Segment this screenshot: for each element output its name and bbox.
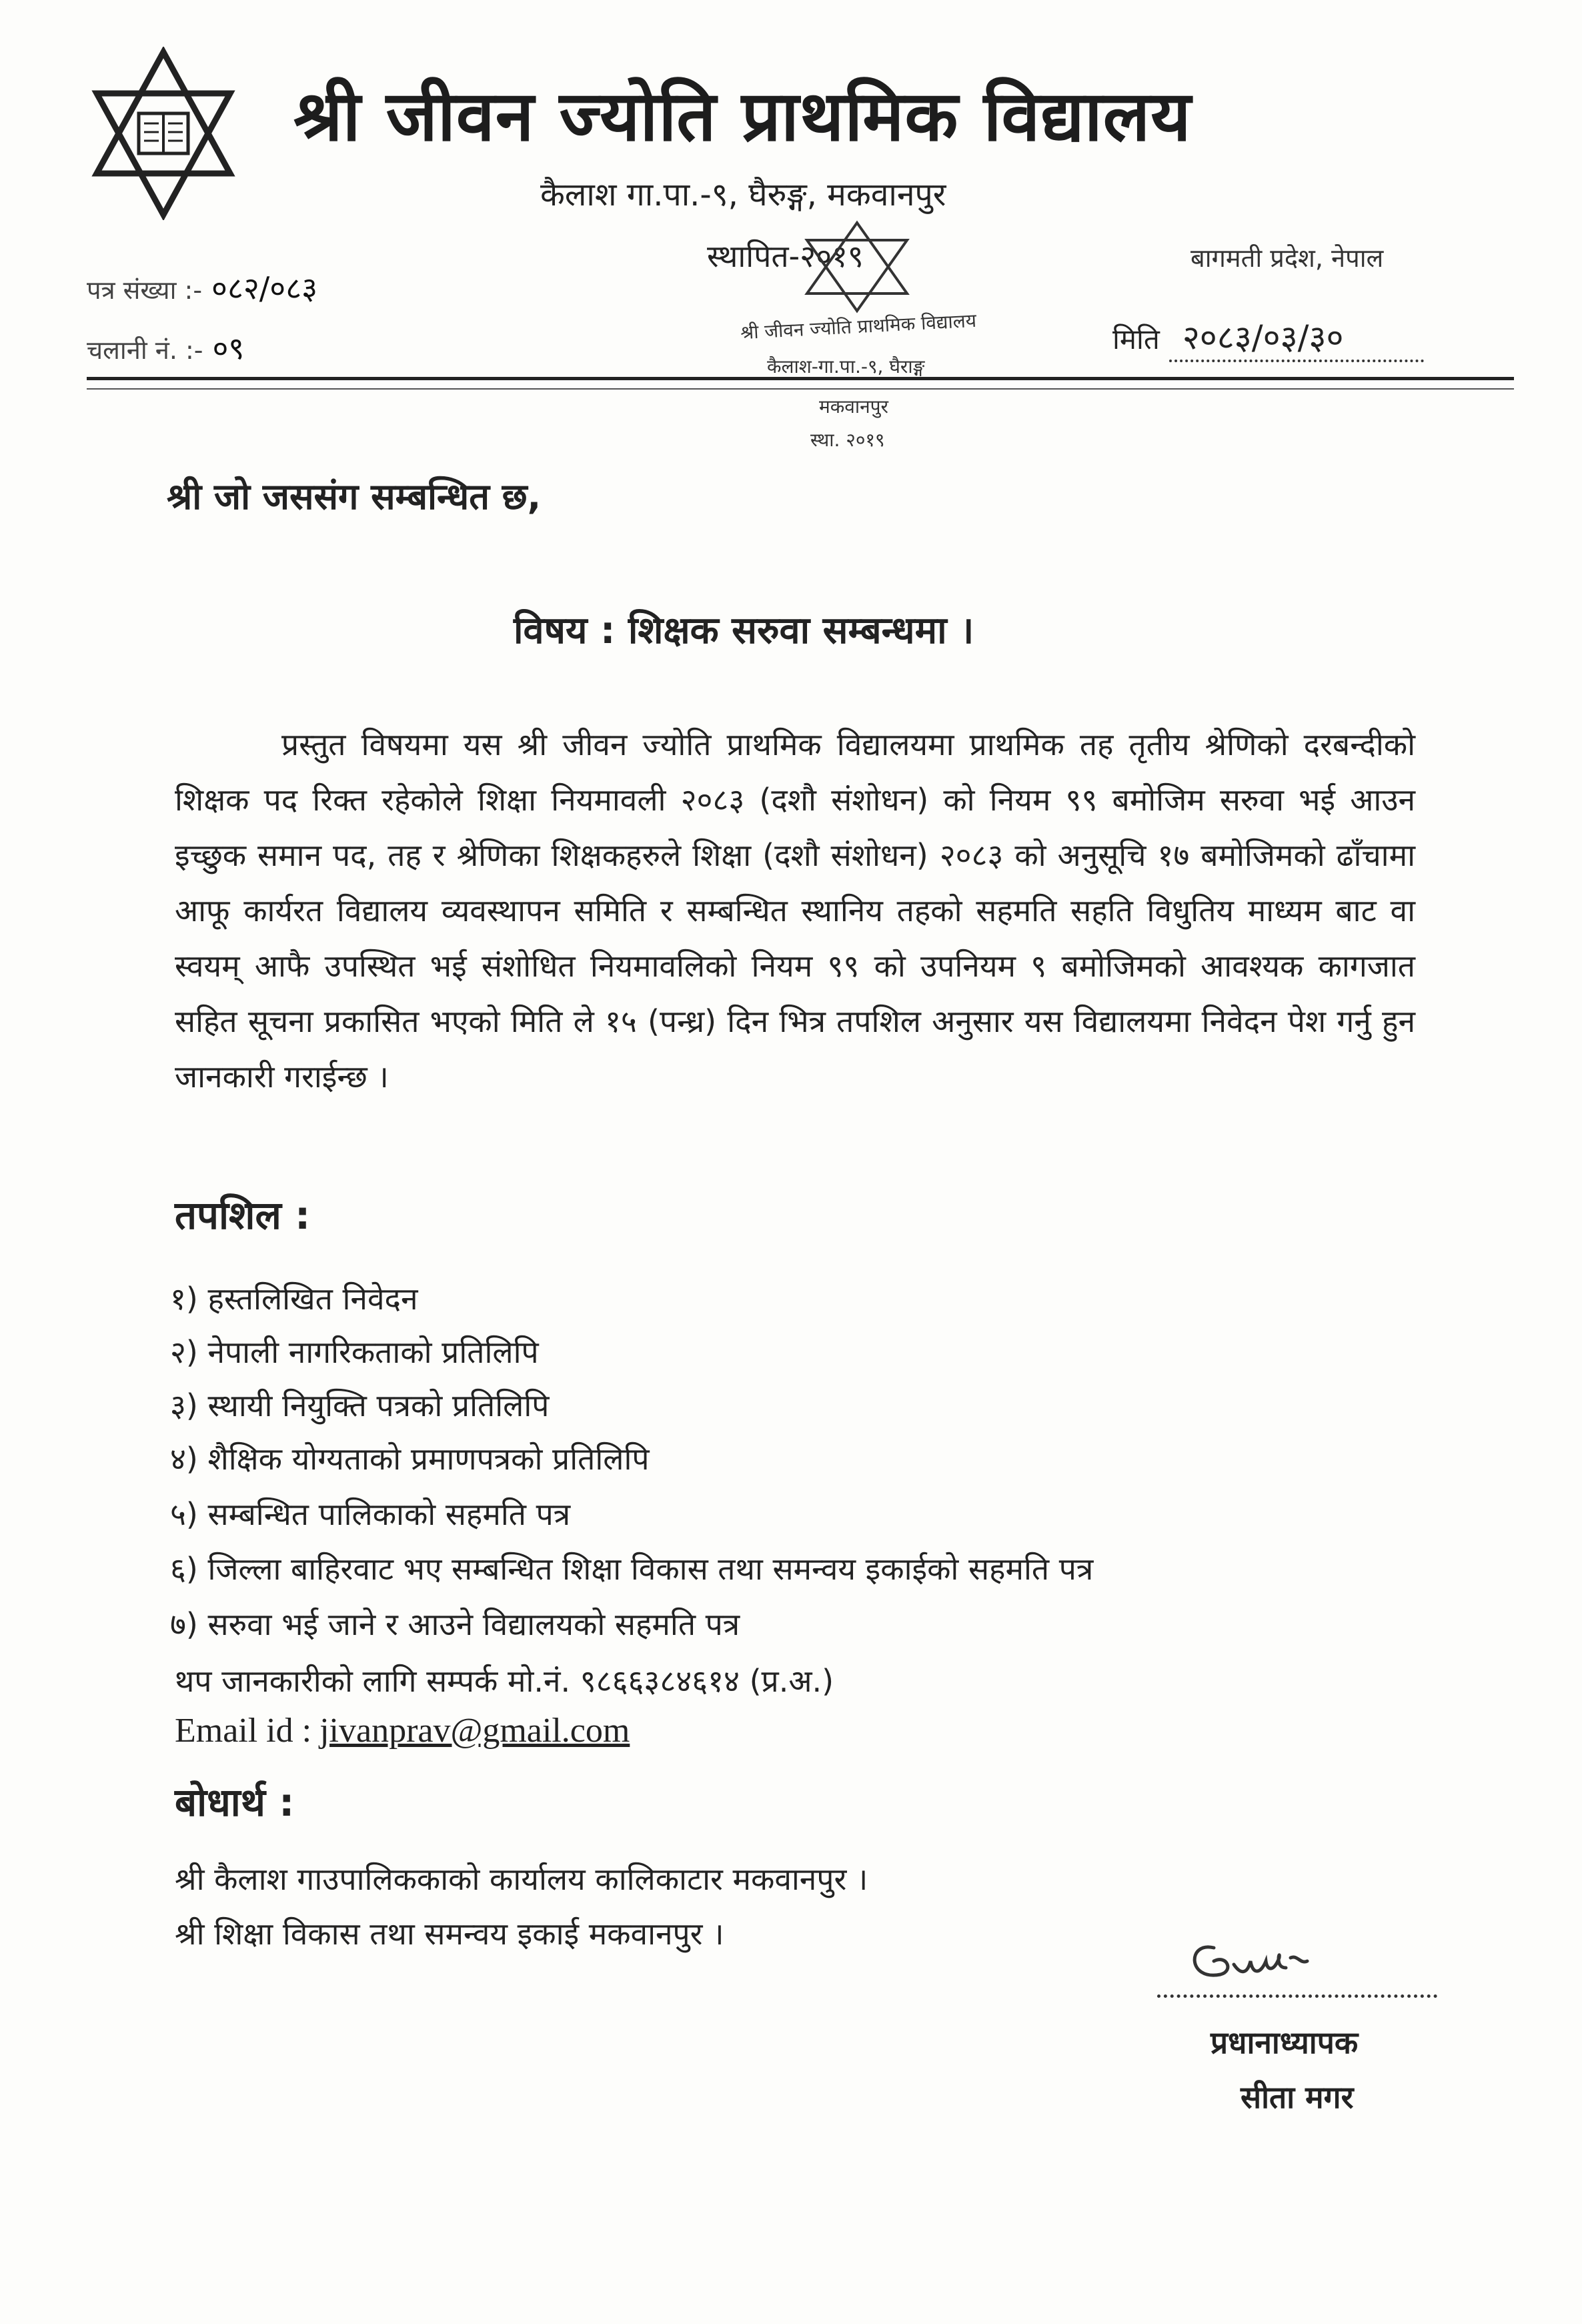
stamp-line-1: श्री जीवन ज्योति प्राथमिक विद्यालय: [740, 309, 977, 344]
header-rule-thin: [87, 388, 1514, 390]
dispatch-number-value: ०९: [212, 330, 245, 366]
stamp-line-4: स्था. २०१९: [810, 429, 885, 451]
details-heading: तपशिल :: [175, 1193, 311, 1238]
email-line: [175, 1711, 630, 1750]
school-logo-icon: [87, 47, 240, 220]
email-label: Email id :: [175, 1712, 312, 1750]
list-item: ५) सम्बन्धित पालिकाको सहमति पत्र: [170, 1496, 571, 1532]
school-address: कैलाश गा.पा.-९, घैरुङ्ग, मकवानपुर: [540, 176, 946, 213]
list-item: ७) सरुवा भई जाने र आउने विद्यालयको सहमति पत्र: [170, 1606, 740, 1642]
dispatch-number: [87, 327, 244, 368]
letter-body: प्रस्तुत विषयमा यस श्री जीवन ज्योति प्राथमिक विद्यालयमा प्राथमिक तह तृतीय श्रेणिको दरबन्दीको शिक्षक पद रिक्त रहेकोले शिक्षा नियमावली २०८३ (दशौ संशोधन) को नियम ९९ बमोजिम सरुवा भई आउन इच्छुक समान पद, तह र श्रेणिका शिक्षकहरुले शिक्षा (दशौ संशोधन) २०८३ को अनुसूचि १७ बमोजिमको ढाँचामा आफू कार्यरत विद्यालय व्यवस्थापन समिति र सम्बन्धित स्थानिय तहको सहमति सहति विधुतिय माध्यम बाट वा स्वयम् आफै उपस्थित भई संशोधित नियमावलिको नियम ९९ को उपनियम ९ बमोजिमको आवश्यक कागजात सहित सूचना प्रकासित भएको मिति ले १५ (पन्ध्र) दिन भित्र तपशिल अनुसार यस विद्यालयमा निवेदन पेश गर्नु हुन जानकारी गराईन्छ ।: [175, 726, 1415, 1095]
stamp-line-3: मकवानपुर: [819, 396, 888, 418]
cc-item: श्री कैलाश गाउपालिककाको कार्यालय कालिकाटार मकवानपुर ।: [175, 1861, 868, 1897]
list-item: २) नेपाली नागरिकताको प्रतिलिपि: [170, 1334, 539, 1370]
contact-info: थप जानकारीको लागि सम्पर्क मो.नं. ९८६६३८४६१४ (प्र.अ.): [175, 1663, 834, 1699]
stamp-star-icon: [794, 220, 920, 314]
signature-line: [1157, 1994, 1437, 1998]
established-year: स्थापित-२०१९: [707, 238, 864, 274]
list-item: ३) स्थायी नियुक्ति पत्रको प्रतिलिपि: [170, 1387, 550, 1423]
dispatch-number-label: चलानी नं. :-: [87, 336, 203, 365]
province: बागमती प्रदेश, नेपाल: [1191, 243, 1384, 273]
signatory-name: सीता मगर: [1241, 2079, 1354, 2115]
subject-line: विषय : शिक्षक सरुवा सम्बन्धमा ।: [514, 609, 974, 652]
cc-item: श्री शिक्षा विकास तथा समन्वय इकाई मकवानपुर ।: [175, 1916, 724, 1952]
signature: [1174, 1928, 1347, 1994]
letter-number: [87, 267, 317, 308]
email-link[interactable]: jivanprav@gmail.com: [319, 1712, 630, 1750]
list-item: ६) जिल्ला बाहिरवाट भए सम्बन्धित शिक्षा विकास तथा समन्वय इकाईको सहमति पत्र: [170, 1551, 1094, 1587]
list-item: ४) शैक्षिक योग्यताको प्रमाणपत्रको प्रतिलिपि: [170, 1441, 650, 1477]
date-value: २०८३/०३/३०: [1169, 318, 1424, 362]
list-item: १) हस्तलिखित निवेदन: [170, 1281, 418, 1317]
date-label: मिति: [1112, 323, 1160, 356]
salutation: श्री जो जससंग सम्बन्धित छ,: [167, 476, 542, 518]
stamp-line-2: कैलाश-गा.पा.-९, घैराङ्ग: [767, 356, 925, 378]
cc-heading: बोधार्थ :: [175, 1780, 295, 1825]
school-name: श्री जीवन ज्योति प्राथमिक विद्यालय: [293, 75, 1192, 157]
letter-number-value: ०८२/०८३: [211, 270, 318, 306]
letter-date: [1112, 314, 1424, 359]
letter-number-label: पत्र संख्या :-: [87, 275, 203, 305]
signatory-designation: प्रधानाध्यापक: [1211, 2024, 1359, 2061]
